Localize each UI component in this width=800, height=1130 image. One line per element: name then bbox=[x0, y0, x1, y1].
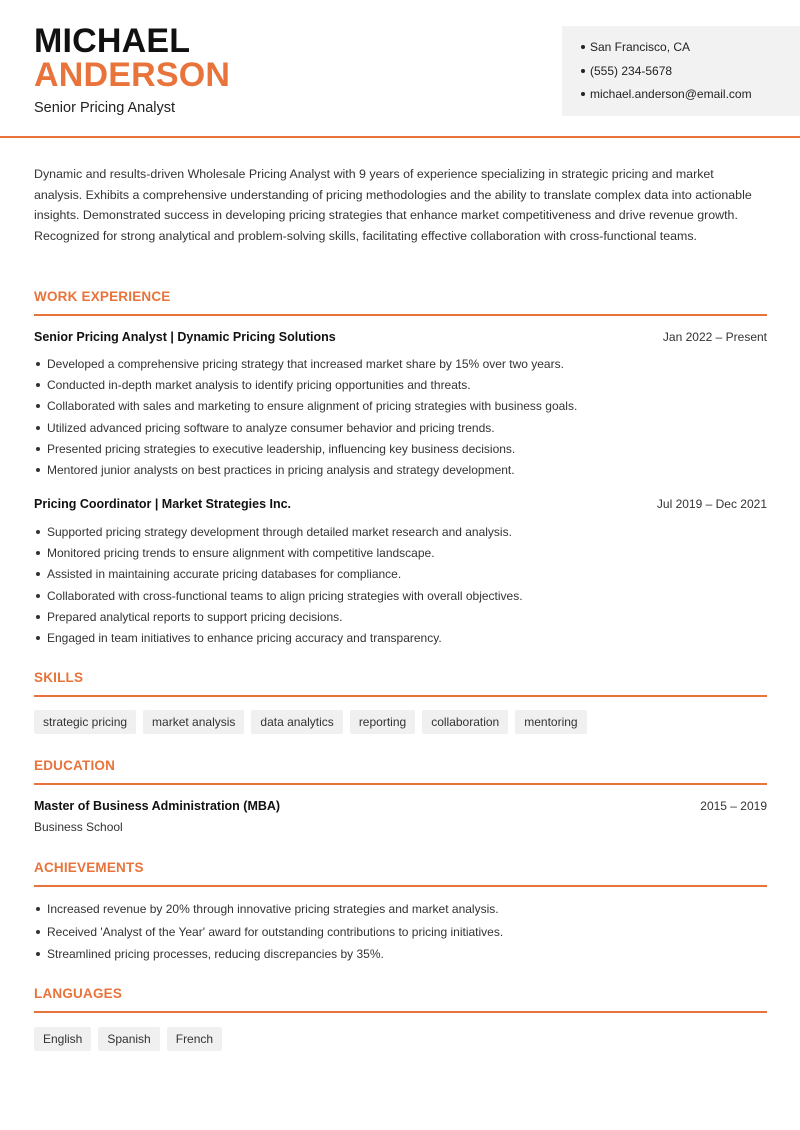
bullet-item: Collaborated with sales and marketing to ensure alignment of pricing strategies with business goals. bbox=[34, 398, 767, 419]
section-divider bbox=[34, 885, 767, 887]
bullet-item: Developed a comprehensive pricing strategy that increased market share by 15% over two years. bbox=[34, 356, 767, 377]
contact-box bbox=[562, 26, 800, 116]
language-tag: French bbox=[167, 1027, 222, 1051]
bullet-item: Prepared analytical reports to support pricing decisions. bbox=[34, 609, 767, 630]
education-school: Business School bbox=[34, 820, 123, 834]
first-name: MICHAEL bbox=[34, 22, 191, 60]
achievement-item: Received 'Analyst of the Year' award for outstanding contributions to pricing initiatives. bbox=[34, 924, 767, 947]
skill-tag: reporting bbox=[350, 710, 415, 734]
skill-tag: strategic pricing bbox=[34, 710, 136, 734]
education-degree: Master of Business Administration (MBA) bbox=[34, 799, 281, 813]
education-date: 2015 – 2019 bbox=[700, 799, 767, 813]
section-title-skills: SKILLS bbox=[34, 670, 84, 685]
job-bullets bbox=[34, 356, 767, 483]
skill-tag: data analytics bbox=[251, 710, 342, 734]
section-divider bbox=[34, 695, 767, 697]
skill-tag: collaboration bbox=[422, 710, 508, 734]
achievement-bullets bbox=[34, 901, 767, 969]
job-date: Jan 2022 – Present bbox=[662, 330, 767, 344]
contact-email: michael.anderson@email.com bbox=[562, 86, 800, 110]
section-divider bbox=[34, 314, 767, 316]
job-header bbox=[34, 497, 767, 515]
bullet-item: Mentored junior analysts on best practices in pricing analysis and strategy development. bbox=[34, 462, 767, 483]
job-date: Jul 2019 – Dec 2021 bbox=[656, 497, 767, 511]
language-tags bbox=[34, 1027, 222, 1051]
bullet-item: Monitored pricing trends to ensure alignment with competitive landscape. bbox=[34, 545, 767, 566]
skill-tag: market analysis bbox=[143, 710, 244, 734]
last-name: ANDERSON bbox=[34, 56, 231, 94]
bullet-item: Conducted in-depth market analysis to identify pricing opportunities and threats. bbox=[34, 377, 767, 398]
section-title-languages: LANGUAGES bbox=[34, 986, 123, 1001]
section-divider bbox=[34, 1011, 767, 1013]
summary: Dynamic and results-driven Wholesale Pricing Analyst with 9 years of experience specializing in strategic pricing and market analysis. Exhibits a comprehensive understanding of pricing methodologies and the ability to translate complex data into actionable insights. Demonstrated success in developing pricing strategies that enhance market competitiveness and drive revenue growth. Recognized for strong analytical and problem-solving skills, facilitating effective collaboration with cross-functional teams. bbox=[34, 167, 752, 243]
bullet-item: Utilized advanced pricing software to analyze consumer behavior and pricing trends. bbox=[34, 420, 767, 441]
job-title: Senior Pricing Analyst bbox=[34, 100, 176, 116]
contact-location: San Francisco, CA bbox=[562, 39, 800, 63]
job-bullets bbox=[34, 524, 767, 651]
section-title-education: EDUCATION bbox=[34, 758, 116, 773]
job-role: Senior Pricing Analyst | Dynamic Pricing Solutions bbox=[34, 330, 336, 344]
bullet-item: Collaborated with cross-functional teams to align pricing strategies with overall objectives. bbox=[34, 588, 767, 609]
achievement-item: Streamlined pricing processes, reducing discrepancies by 35%. bbox=[34, 946, 767, 969]
skill-tag: mentoring bbox=[515, 710, 586, 734]
section-title-achievements: ACHIEVEMENTS bbox=[34, 860, 144, 875]
bullet-item: Assisted in maintaining accurate pricing databases for compliance. bbox=[34, 566, 767, 587]
language-tag: English bbox=[34, 1027, 91, 1051]
achievement-item: Increased revenue by 20% through innovative pricing strategies and market analysis. bbox=[34, 901, 767, 924]
skills-tags bbox=[34, 710, 587, 734]
section-title-work: WORK EXPERIENCE bbox=[34, 289, 171, 304]
bullet-item: Presented pricing strategies to executive leadership, influencing key business decisions. bbox=[34, 441, 767, 462]
job-role: Pricing Coordinator | Market Strategies Inc. bbox=[34, 497, 292, 511]
language-tag: Spanish bbox=[98, 1027, 159, 1051]
section-divider bbox=[34, 783, 767, 785]
job-header bbox=[34, 330, 767, 348]
contact-phone: (555) 234-5678 bbox=[562, 63, 800, 87]
bullet-item: Supported pricing strategy development through detailed market research and analysis. bbox=[34, 524, 767, 545]
bullet-item: Engaged in team initiatives to enhance pricing accuracy and transparency. bbox=[34, 630, 767, 651]
resume-header bbox=[0, 0, 800, 138]
